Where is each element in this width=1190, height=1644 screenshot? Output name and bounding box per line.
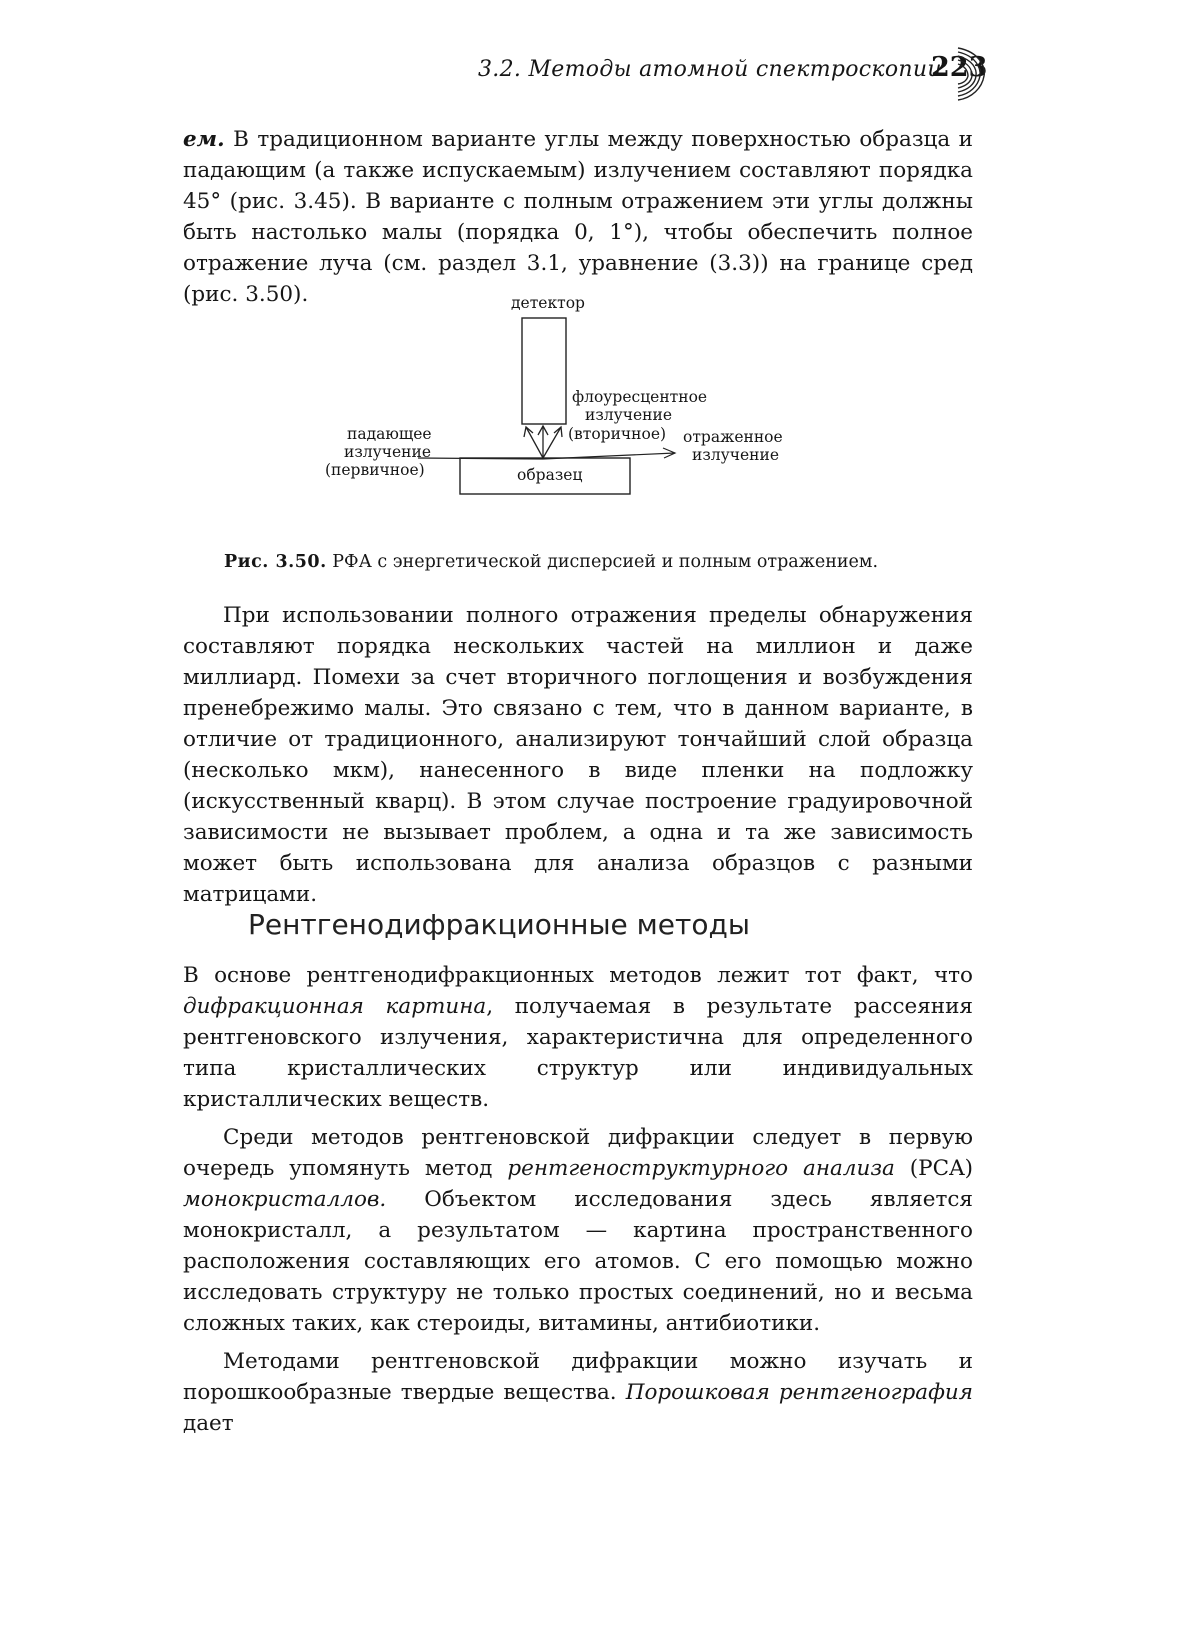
paragraph-3-text-a: В основе рентгенодифракционных методов лежит тот факт, что (183, 963, 973, 988)
term-single-crystals: монокристаллов. (183, 1187, 387, 1212)
paragraph-5-text-b: дает (183, 1411, 234, 1436)
paragraph-4 (183, 1122, 973, 1339)
fluorescence-label-1: флоуресцентное (572, 388, 708, 406)
fluorescence-label-3: (вторичное) (568, 425, 667, 443)
incident-label-3: (первичное) (325, 461, 425, 479)
term-powder-radiography: Порошковая рентгенография (625, 1380, 973, 1405)
caption-text: РФА с энергетической дисперсией и полным отражением. (326, 552, 879, 572)
page-number-swirl-icon (954, 42, 990, 106)
term-xrd-structure-analysis: рентгеноструктурного анализа (507, 1156, 895, 1181)
paragraph-1-text: В традиционном варианте углы между поверхностью образца и падающим (а также испускаемым) излучением составляют порядка 45° (рис. 3.45). В варианте с полным отражением эти углы должны быть настолько малы (порядка 0, 1°), чтобы обеспечить полное отражение луча (см. раздел 3.1, уравнение (3.3)) на границе сред (рис. 3.50). (183, 127, 973, 307)
sample-label: образец (517, 466, 583, 484)
figure-3-50 (325, 294, 850, 530)
incident-label-2: излучение (344, 443, 432, 461)
caption-label: Рис. 3.50. (224, 552, 327, 572)
fluorescence-label-2: излучение (585, 406, 673, 424)
paragraph-1 (183, 124, 973, 310)
paragraph-5 (183, 1346, 973, 1439)
running-header (478, 50, 998, 110)
paragraph-3 (183, 960, 973, 1115)
paragraph-4-text-a: Среди методов рентгеновской дифракции следует в первую очередь упомянуть метод (183, 1125, 973, 1181)
paragraph-5-text-a: Методами рентгеновской дифракции можно изучать и порошкообразные твердые вещества. (183, 1349, 973, 1405)
incident-label-1: падающее (347, 425, 432, 443)
reflected-label-2: излучение (692, 446, 780, 464)
section-title: Рентгенодифракционные методы (248, 908, 750, 941)
paragraph-1-lead: ем. (183, 127, 225, 152)
reflected-label-1: отраженное (683, 428, 783, 446)
running-title: 3.2. Методы атомной спектроскопии (478, 57, 942, 82)
paragraph-2 (183, 600, 973, 910)
paragraph-2-text: При использовании полного отражения пределы обнаружения составляют порядка нескольких частей на миллион и даже миллиард. Помехи за счет вторичного поглощения и возбуждения пренебрежимо малы. Это связано с тем, что в данном варианте, в отличие от традиционного, анализируют тончайший слой образца (несколько мкм), нанесенного в виде пленки на подложку (искусственный кварц). В этом случае построение градуировочной зависимости не вызывает проблем, а одна и та же зависимость может быть использована для анализа образцов с разными матрицами. (183, 603, 973, 907)
paragraph-4-text-b: (PCA) (894, 1156, 973, 1181)
page-number: 223 (931, 52, 988, 83)
figure-caption (224, 552, 878, 572)
term-diffraction-pattern: дифракционная картина (183, 994, 487, 1019)
detector-box (522, 318, 566, 424)
paragraph-4-text-c: Объектом исследования здесь является монокристалл, а результатом — картина пространственного расположения составляющих его атомов. С его помощью можно исследовать структуру не только простых соединений, но и весьма сложных таких, как стероиды, витамины, антибиотики. (183, 1187, 973, 1336)
paragraph-3-text-b: , получаемая в результате рассеяния рентгеновского излучения, характеристична для определенного типа кристаллических структур или индивидуальных кристаллических веществ. (183, 994, 973, 1112)
detector-label: детектор (511, 294, 585, 312)
